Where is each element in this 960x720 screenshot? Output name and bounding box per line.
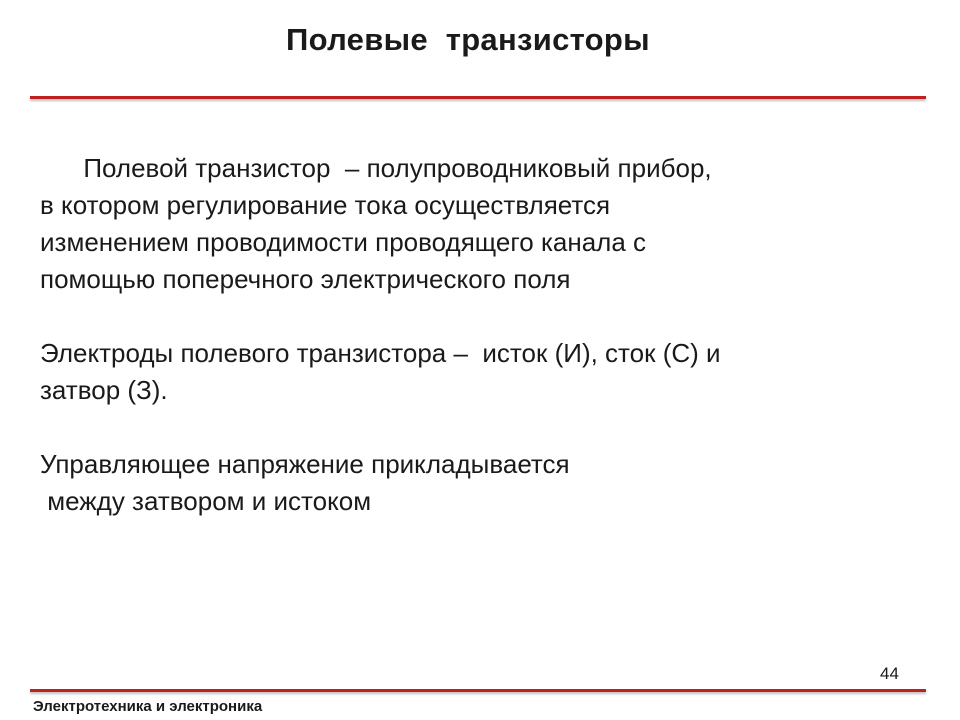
paragraph-gap — [40, 409, 900, 446]
electrodes-line: затвор (З). — [40, 375, 168, 405]
page-number: 44 — [880, 664, 899, 683]
paragraph-gap — [40, 298, 900, 335]
definition-paragraph — [40, 150, 900, 298]
definition-line: в котором регулирование тока осуществляется — [40, 190, 611, 220]
footer-course-title: Электротехника и электроника — [33, 698, 263, 715]
voltage-line: Управляющее напряжение прикладывается — [40, 449, 570, 479]
bottom-divider — [30, 689, 926, 692]
definition-line: изменением проводимости проводящего канала с — [40, 227, 647, 257]
electrodes-line: Электроды полевого транзистора – исток (И), сток (С) и — [40, 338, 721, 368]
voltage-line: между затвором и истоком — [40, 486, 372, 516]
slide-title: Полевые транзисторы — [286, 22, 650, 57]
slide-body — [40, 150, 900, 520]
electrodes-paragraph — [40, 335, 900, 409]
definition-line: Полевой транзистор – полупроводниковый прибор, — [40, 153, 712, 183]
top-divider — [30, 96, 926, 99]
definition-line: помощью поперечного электрического поля — [40, 264, 571, 294]
voltage-paragraph — [40, 446, 900, 520]
